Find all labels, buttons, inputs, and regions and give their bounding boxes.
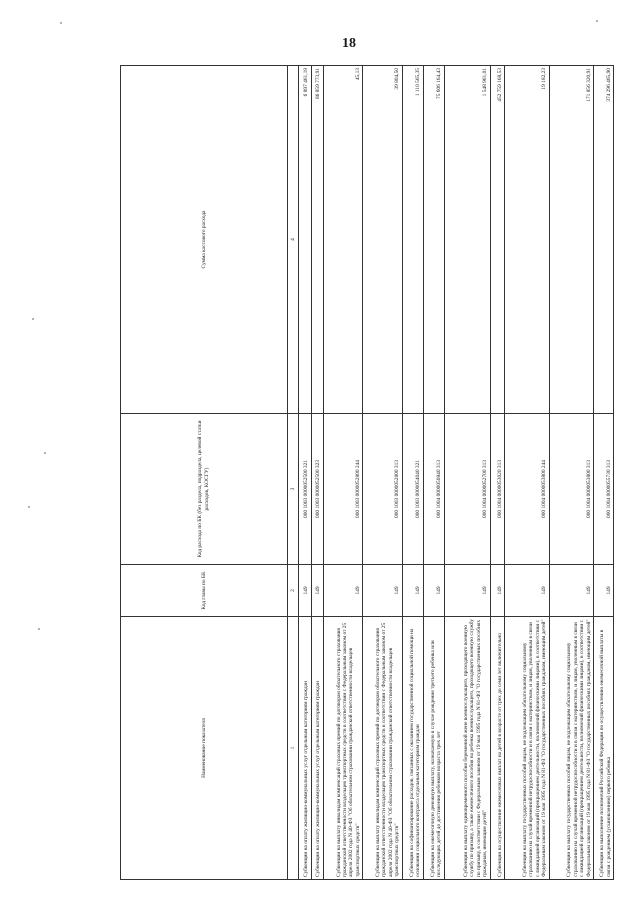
row-chapter-code-cell: 149: [311, 565, 323, 617]
row-chapter-code-cell: 149: [490, 565, 505, 617]
row-expense-code-cell: 000 1003 0000054040 321: [402, 414, 423, 565]
scan-speck: [60, 22, 62, 24]
table-row: [549, 66, 593, 880]
row-name-cell: Субвенции на выплату государственных пособий лицам, не подлежащим обязательному социальному страхованию на случай временной нетрудоспособности и в связи с материнством, и лицам, уволенным в связи с ликвидацией организаций (прекращением деятельности, полномочий физическими лицами), в соответствии с Федеральным законом от 19 мая 1995 года N 81-ФЗ "О государственных пособиях гражданам, имеющим детей": [549, 617, 593, 880]
row-expense-code-cell: 000 1004 0000053020 313: [490, 414, 505, 565]
row-name-cell: Субвенции на оплату жилищно-коммунальных услуг отдельным категориям граждан: [299, 617, 311, 880]
table-row: [505, 66, 549, 880]
header-chapter-code: Код главы по БК: [121, 565, 288, 617]
table-row: [402, 66, 423, 880]
row-amount-cell: 6 897 461,19: [299, 66, 311, 414]
table-row: [299, 66, 311, 880]
row-chapter-code-cell: 149: [423, 565, 444, 617]
scan-speck: [44, 452, 46, 454]
table-row: [423, 66, 444, 880]
row-amount-cell: 171 856 320,91: [549, 66, 593, 414]
row-name-cell: Субвенции на осуществление ежемесячных выплат на детей в возрасте от трех до семи лет включительно: [490, 617, 505, 880]
row-chapter-code-cell: 149: [323, 565, 362, 617]
header-name: Наименование показателя: [121, 617, 288, 880]
column-number: 2: [287, 565, 299, 617]
row-amount-cell: 452 759 168,53: [490, 66, 505, 414]
row-chapter-code-cell: 149: [402, 565, 423, 617]
row-expense-code-cell: 000 1003 0000052500 321: [299, 414, 311, 565]
table-header-row: [121, 66, 288, 880]
scan-speck: [28, 506, 30, 508]
row-name-cell: Субвенции на выплату единовременного пособия беременной жене военнослужащего, проходящего военную службу по призыву, а также ежемесячного пособия на ребенка военнослужащего, проходящего военную службу по призыву, в соответствии с Федеральным законом от 19 мая 1995 года N 81-ФЗ "О государственных пособиях гражданам, имеющим детей": [444, 617, 490, 880]
row-expense-code-cell: 000 1003 0000052800 313: [363, 414, 402, 565]
column-number: 3: [287, 414, 299, 565]
row-amount-cell: 75 606 164,43: [423, 66, 444, 414]
row-amount-cell: 45,13: [323, 66, 362, 414]
table-row: [323, 66, 362, 880]
table-row: [363, 66, 402, 880]
row-name-cell: Субвенции на выплату государственных пособий лицам, не подлежащим обязательному социальному страхованию на случай временной нетрудоспособности и в связи с материнством, и лицам, уволенным в связи с ликвидацией организаций (прекращением деятельности, полномочий физическими лицами), в соответствии с Федеральным законом от 19 мая 1995 года N 81-ФЗ "О государственных пособиях гражданам, имеющим детей": [505, 617, 549, 880]
row-chapter-code-cell: 149: [594, 565, 614, 617]
header-cash-expense-sum: Сумма кассового расхода: [121, 66, 288, 414]
row-expense-code-cell: 000 1004 0000053800 244: [505, 414, 549, 565]
page-number: 18: [342, 36, 356, 51]
row-amount-cell: 1 548 961,01: [444, 66, 490, 414]
row-name-cell: Субвенции на выполнение полномочий Российской Федерации по осуществлению ежемесячной выплаты в связи с рождением (усыновлением) первого ребенка: [594, 617, 614, 880]
row-amount-cell: 374 296 465,90: [594, 66, 614, 414]
header-expense-code: Код расхода по БК (без раздела, подраздела, целевой статьи расходов, КОСГУ): [121, 414, 288, 565]
row-amount-cell: 39 804,50: [363, 66, 402, 414]
row-name-cell: Субвенции на ежемесячную денежную выплату, назначаемую в случае рождения третьего ребенка или последующих детей до достижения ребенком возраста трех лет: [423, 617, 444, 880]
table-row: [594, 66, 614, 880]
row-amount-cell: 19 182,23: [505, 66, 549, 414]
rotated-table-frame: [120, 66, 614, 880]
row-name-cell: Субвенции на выплату инвалидам компенсаций страховых премий по договорам обязательного страхования гражданской ответственности владельцев транспортных средств в соответствии с Федеральным законом от 25 апреля 2002 года N 40-ФЗ "Об обязательном страховании гражданской ответственности владельцев транспортных средств": [363, 617, 402, 880]
row-chapter-code-cell: 149: [505, 565, 549, 617]
row-name-cell: Субвенции на выплату инвалидам компенсаций страховых премий по договорам обязательного страхования гражданской ответственности владельцев транспортных средств в соответствии с Федеральным законом от 25 апреля 2002 года N 40-ФЗ "Об обязательном страховании гражданской ответственности владельцев транспортных средств": [323, 617, 362, 880]
row-amount-cell: 1 110 565,35: [402, 66, 423, 414]
row-expense-code-cell: 000 1004 0000055730 313: [594, 414, 614, 565]
row-amount-cell: 86 859 773,91: [311, 66, 323, 414]
row-name-cell: Субвенции на оплату жилищно-коммунальных услуг отдельным категориям граждан: [311, 617, 323, 880]
table-row: [444, 66, 490, 880]
row-chapter-code-cell: 149: [363, 565, 402, 617]
row-name-cell: Субвенции на софинансирование расходов, связанных с оказанием государственной социальной помощи на основании социального контракта отдельным категориям граждан: [402, 617, 423, 880]
row-expense-code-cell: 000 1004 0000050840 313: [423, 414, 444, 565]
row-expense-code-cell: 000 1003 0000052500 323: [311, 414, 323, 565]
row-expense-code-cell: 000 1004 0000052700 313: [444, 414, 490, 565]
column-number-row: [287, 66, 299, 880]
column-number: 4: [287, 66, 299, 414]
column-number: 1: [287, 617, 299, 880]
row-chapter-code-cell: 149: [549, 565, 593, 617]
scan-speck: [32, 318, 34, 320]
row-expense-code-cell: 000 1004 0000053800 313: [549, 414, 593, 565]
table-row: [490, 66, 505, 880]
row-expense-code-cell: 000 1003 0000052800 244: [323, 414, 362, 565]
row-chapter-code-cell: 149: [444, 565, 490, 617]
scan-speck: [596, 20, 598, 22]
row-chapter-code-cell: 149: [299, 565, 311, 617]
expenditure-table: [120, 65, 614, 880]
scan-speck: [38, 628, 40, 630]
table-row: [311, 66, 323, 880]
